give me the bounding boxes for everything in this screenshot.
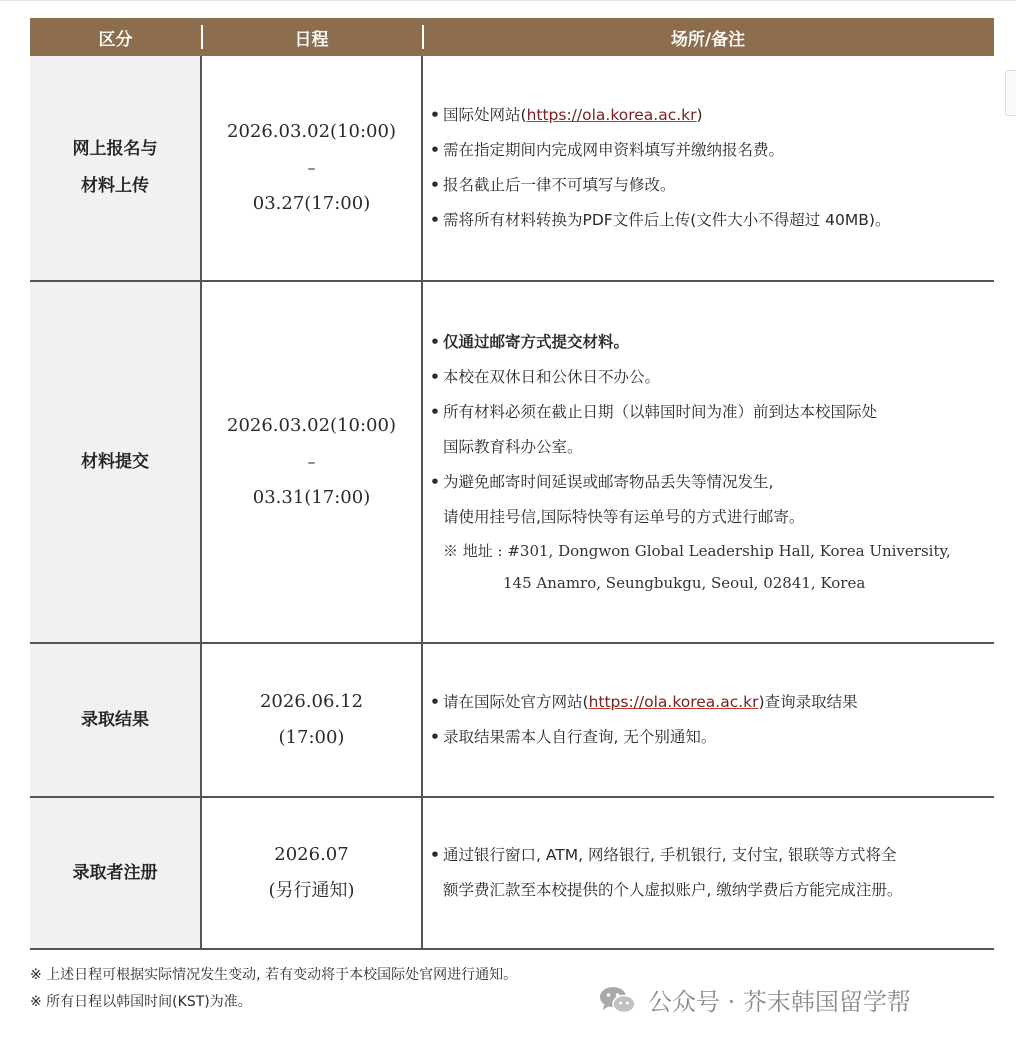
top-fragment xyxy=(0,0,1016,11)
date-cell xyxy=(201,797,422,949)
category-label: 录取者注册 xyxy=(72,862,158,883)
category-cell xyxy=(30,56,201,281)
category-label: 网上报名与 xyxy=(72,139,158,159)
watermark xyxy=(598,982,911,1017)
note-text: 国际处网站( xyxy=(443,106,527,124)
notes-cell xyxy=(422,281,994,643)
note-item xyxy=(430,465,984,500)
notes-cell xyxy=(422,797,994,949)
table-row xyxy=(30,56,994,281)
note-item xyxy=(430,168,984,203)
note-continuation: 请使用挂号信,国际特快等有运单号的方式进行邮寄。 xyxy=(443,508,805,526)
date-start: 2026.03.02(10:00) xyxy=(227,415,396,436)
category-label: 材料上传 xyxy=(81,176,149,196)
bullet: • xyxy=(430,473,440,491)
note-text: 通过银行窗口, ATM, 网络银行, 手机银行, 支付宝, 银联等方式将全 xyxy=(443,846,897,864)
bullet: • xyxy=(430,333,440,351)
date-start: 2026.06.12 xyxy=(259,691,364,712)
watermark-text: 公众号 · 芥末韩国留学帮 xyxy=(648,988,911,1016)
footnote: ※ 上述日程可根据实际情况发生变动, 若有变动将于本校国际处官网进行通知。 xyxy=(30,967,518,983)
bullet: • xyxy=(430,846,440,864)
note-item xyxy=(430,838,984,873)
note-continuation: 国际教育科办公室。 xyxy=(443,438,583,456)
bullet: • xyxy=(430,728,440,746)
wechat-icon xyxy=(598,985,638,1015)
bullet: • xyxy=(430,368,440,386)
address-line: 145 Anamro, Seungbukgu, Seoul, 02841, Korea xyxy=(503,574,866,592)
note-item xyxy=(430,325,984,360)
category-cell xyxy=(30,281,201,643)
footnotes xyxy=(30,962,517,1016)
category-cell xyxy=(30,797,201,949)
note-text: 为避免邮寄时间延误或邮寄物品丢失等情况发生, xyxy=(443,473,774,491)
note-item xyxy=(430,133,984,168)
header-location-notes: 场所/备注 xyxy=(422,18,994,56)
table-row xyxy=(30,643,994,797)
header-category: 区分 xyxy=(30,18,201,56)
bullet: • xyxy=(430,403,440,421)
table-row xyxy=(30,281,994,643)
header-schedule: 日程 xyxy=(201,18,422,56)
note-text: ) xyxy=(696,106,703,124)
date-start: 2026.03.02(10:00) xyxy=(227,121,396,142)
note-text: 请在国际处官方网站( xyxy=(443,693,589,711)
bullet: • xyxy=(430,176,440,194)
note-item xyxy=(430,395,984,430)
bullet: • xyxy=(430,106,440,124)
date-cell xyxy=(201,281,422,643)
note-text: 需在指定期间内完成网申资料填写并缴纳报名费。 xyxy=(443,141,785,159)
bullet: • xyxy=(430,211,440,229)
note-item xyxy=(430,203,984,238)
date-cell xyxy=(201,56,422,281)
address-line: ※ 地址 : #301, Dongwon Global Leadership Hall, Korea University, xyxy=(443,542,951,560)
note-text: 录取结果需本人自行查询, 无个别通知。 xyxy=(443,728,717,746)
note-item xyxy=(430,720,984,755)
notes-cell xyxy=(422,56,994,281)
date-note: (另行通知) xyxy=(268,880,355,901)
category-label: 录取结果 xyxy=(81,709,149,730)
bullet: • xyxy=(430,141,440,159)
table-row xyxy=(30,797,994,949)
note-item xyxy=(430,685,984,720)
note-text: 报名截止后一律不可填写与修改。 xyxy=(443,176,676,194)
date-time: (17:00) xyxy=(278,727,345,748)
notes-cell xyxy=(422,643,994,797)
date-end: 03.27(17:00) xyxy=(252,193,371,214)
note-text: 本校在双休日和公休日不办公。 xyxy=(443,368,661,386)
note-text: 需将所有材料转换为PDF文件后上传(文件大小不得超过 40MB)。 xyxy=(443,211,891,229)
website-link[interactable]: https://ola.korea.ac.kr xyxy=(526,106,697,124)
table-header xyxy=(30,18,994,56)
note-text: )查询录取结果 xyxy=(758,693,858,711)
note-text: 所有材料必须在截止日期（以韩国时间为准）前到达本校国际处 xyxy=(443,403,878,421)
scroll-handle[interactable] xyxy=(1005,70,1016,116)
footnote: ※ 所有日程以韩国时间(KST)为准。 xyxy=(30,994,252,1010)
note-item xyxy=(430,98,984,133)
date-separator: – xyxy=(307,452,316,471)
date-separator: – xyxy=(307,158,316,177)
category-cell xyxy=(30,643,201,797)
category-label: 材料提交 xyxy=(81,451,149,472)
note-text: 仅通过邮寄方式提交材料。 xyxy=(443,333,630,351)
date-start: 2026.07 xyxy=(274,844,349,865)
schedule-table xyxy=(30,18,994,950)
date-cell xyxy=(201,643,422,797)
note-item xyxy=(430,360,984,395)
bullet: • xyxy=(430,693,440,711)
date-end: 03.31(17:00) xyxy=(252,487,371,508)
note-continuation: 额学费汇款至本校提供的个人虚拟账户, 缴纳学费后方能完成注册。 xyxy=(443,881,903,899)
website-link[interactable]: https://ola.korea.ac.kr xyxy=(588,693,759,711)
